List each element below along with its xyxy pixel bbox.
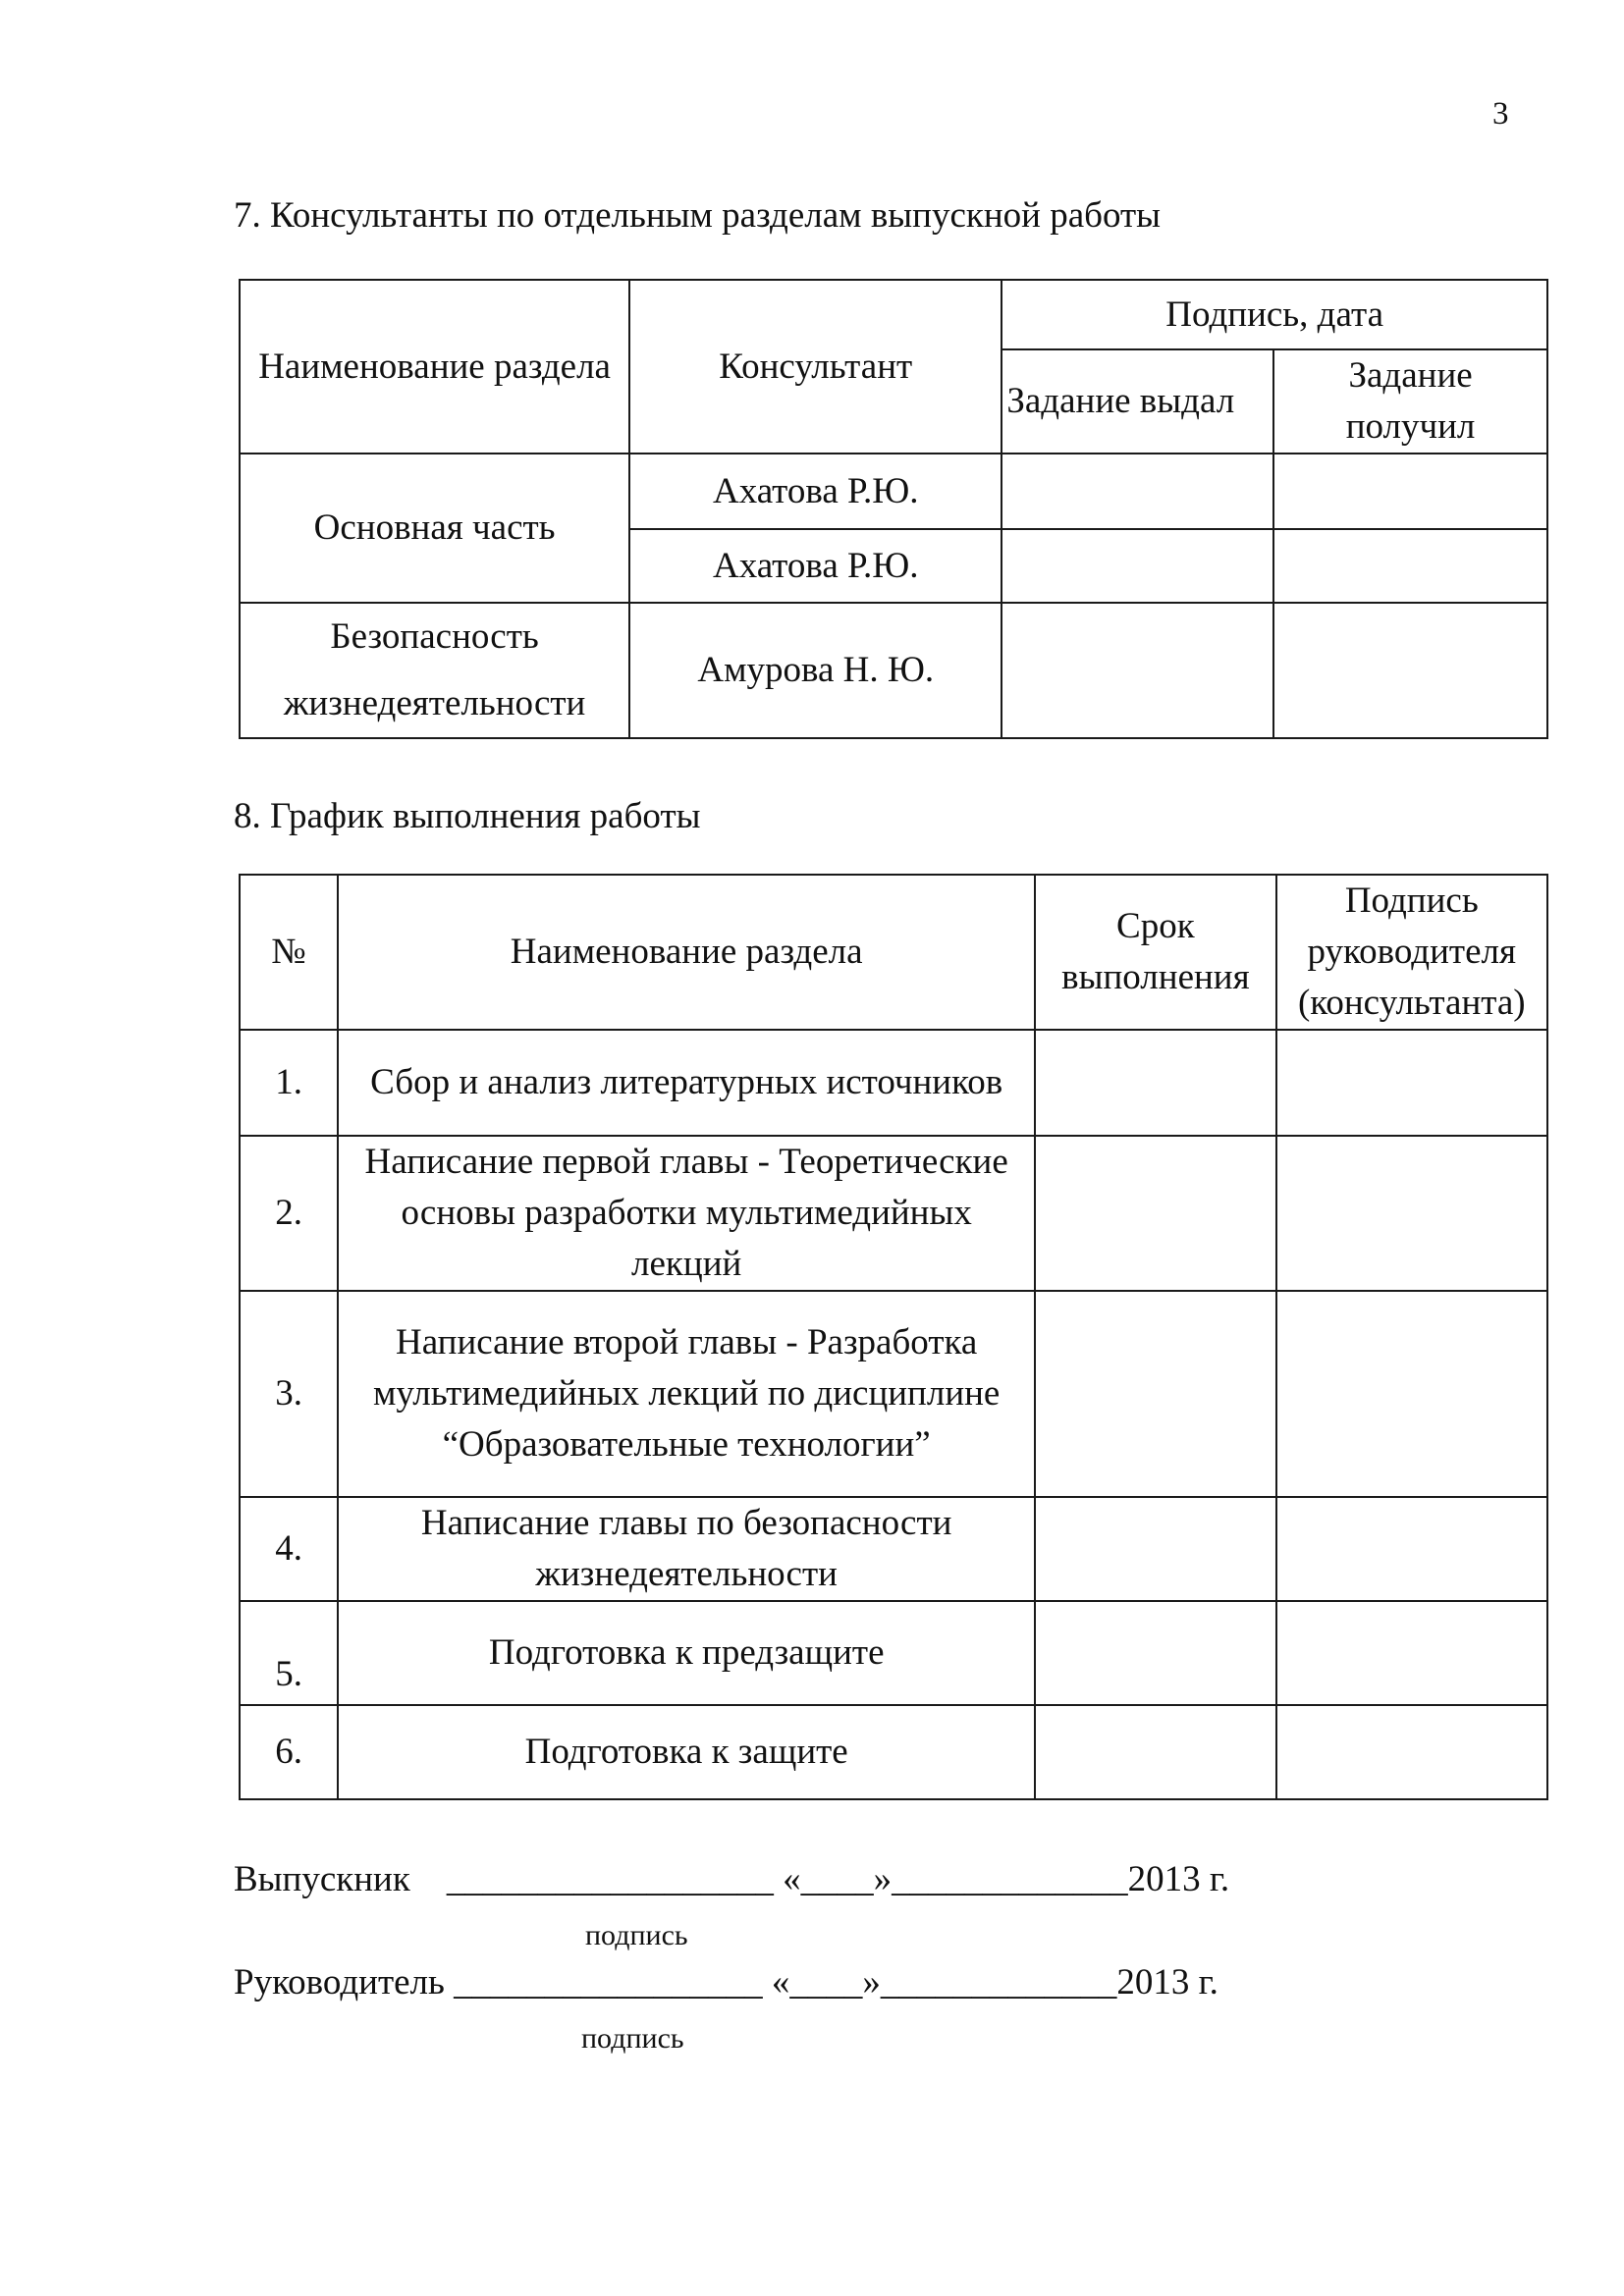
consultant-cell: Ахатова Р.Ю. — [629, 529, 1001, 603]
row-number: 4. — [240, 1497, 338, 1601]
header-number: № — [240, 875, 338, 1030]
row-number: 2. — [240, 1136, 338, 1291]
consultant-cell: Амурова Н. Ю. — [629, 603, 1001, 738]
header-supervisor-signature: Подпись руководителя (консультанта) — [1276, 875, 1547, 1030]
table-header-row — [240, 875, 1547, 1030]
deadline-cell[interactable] — [1035, 1291, 1275, 1497]
row-section-name: Написание второй главы - Разработка мультимедийных лекций по дисциплине “Образовательные технологии” — [338, 1291, 1035, 1497]
row-section-name: Написание первой главы - Теоретические основы разработки мультимедийных лекций — [338, 1136, 1035, 1291]
deadline-cell[interactable] — [1035, 1497, 1275, 1601]
header-consultant: Консультант — [629, 280, 1001, 454]
row-section-name: Подготовка к защите — [338, 1705, 1035, 1799]
signature-cell[interactable] — [1276, 1030, 1547, 1136]
signature-cell[interactable] — [1276, 1291, 1547, 1497]
row-number: 3. — [240, 1291, 338, 1497]
schedule-table — [239, 874, 1548, 1800]
table-row — [240, 1601, 1547, 1705]
task-issued-cell[interactable] — [1001, 454, 1273, 529]
signature-cell[interactable] — [1276, 1136, 1547, 1291]
header-section-name: Наименование раздела — [240, 280, 629, 454]
section-cell: Основная часть — [240, 454, 629, 603]
header-section-name: Наименование раздела — [338, 875, 1035, 1030]
table-row — [240, 1497, 1547, 1601]
supervisor-signature-hint: подпись — [581, 2022, 684, 2055]
table-row — [240, 1705, 1547, 1799]
table-row — [240, 454, 1547, 529]
header-task-received: Задание получил — [1273, 349, 1547, 454]
section-cell: Безопасность жизнедеятельности — [240, 603, 629, 738]
graduate-signature-hint: подпись — [585, 1919, 688, 1951]
row-section-name: Написание главы по безопасности жизнедеятельности — [338, 1497, 1035, 1601]
row-section-name: Подготовка к предзащите — [338, 1601, 1035, 1705]
row-number: 1. — [240, 1030, 338, 1136]
table-row — [240, 1291, 1547, 1497]
header-task-issued: Задание выдал — [1001, 349, 1273, 454]
row-number: 6. — [240, 1705, 338, 1799]
table-row — [240, 1136, 1547, 1291]
deadline-cell[interactable] — [1035, 1030, 1275, 1136]
table-row — [240, 1030, 1547, 1136]
consultant-cell: Ахатова Р.Ю. — [629, 454, 1001, 529]
supervisor-signature-line: Руководитель _________________ «____»_____________2013 г. — [234, 1962, 1218, 2002]
section-8-title: 8. График выполнения работы — [234, 796, 701, 836]
header-deadline: Срок выполнения — [1035, 875, 1275, 1030]
header-signature-date: Подпись, дата — [1001, 280, 1547, 349]
signature-cell[interactable] — [1276, 1601, 1547, 1705]
task-received-cell[interactable] — [1273, 603, 1547, 738]
row-number: 5. — [240, 1601, 338, 1705]
task-issued-cell[interactable] — [1001, 529, 1273, 603]
table-row — [240, 603, 1547, 738]
deadline-cell[interactable] — [1035, 1136, 1275, 1291]
task-received-cell[interactable] — [1273, 454, 1547, 529]
signature-cell[interactable] — [1276, 1497, 1547, 1601]
graduate-signature-line: Выпускник __________________ «____»_____________2013 г. — [234, 1859, 1230, 1899]
table-header-row — [240, 280, 1547, 349]
row-section-name: Сбор и анализ литературных источников — [338, 1030, 1035, 1136]
signature-cell[interactable] — [1276, 1705, 1547, 1799]
page-number: 3 — [1492, 96, 1509, 132]
task-received-cell[interactable] — [1273, 529, 1547, 603]
consultants-table — [239, 279, 1548, 739]
section-7-title: 7. Консультанты по отдельным разделам выпускной работы — [234, 195, 1161, 236]
task-issued-cell[interactable] — [1001, 603, 1273, 738]
deadline-cell[interactable] — [1035, 1705, 1275, 1799]
deadline-cell[interactable] — [1035, 1601, 1275, 1705]
